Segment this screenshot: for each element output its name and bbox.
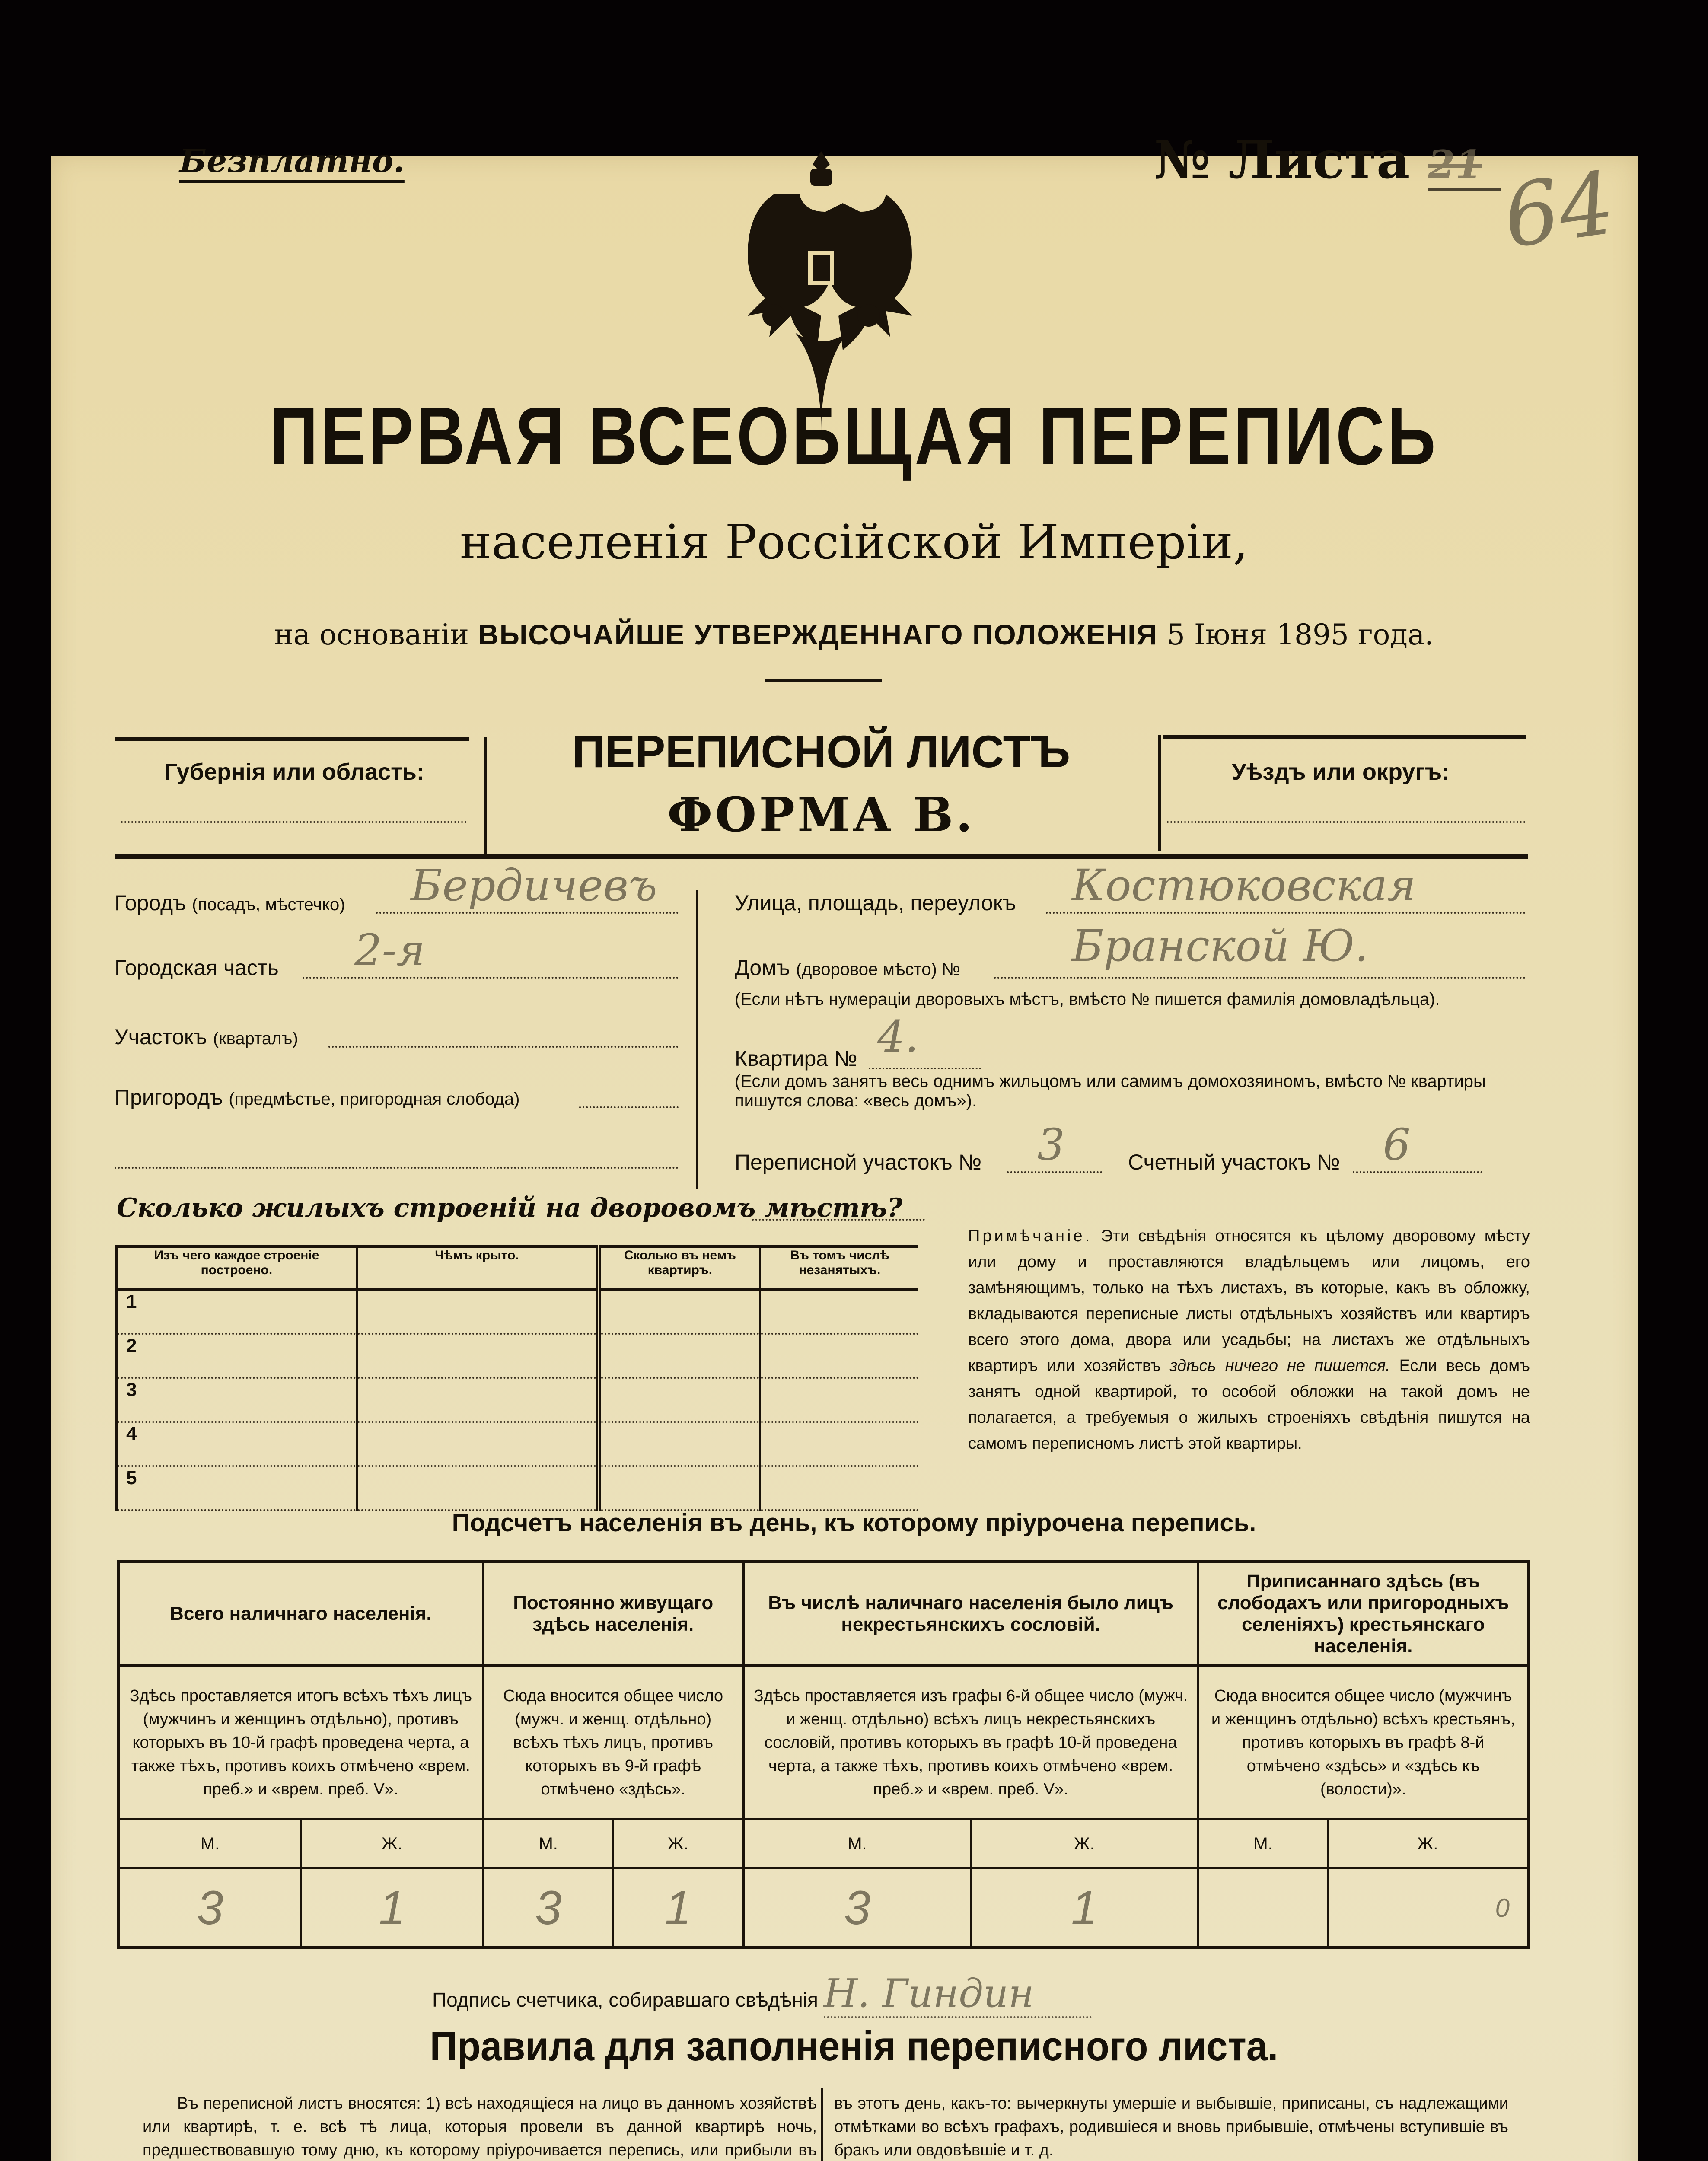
count-values-row: [118, 1868, 1529, 1948]
suburb-field[interactable]: [579, 1106, 679, 1108]
city-field[interactable]: [376, 912, 679, 914]
form-name: ФОРМА В.: [667, 787, 975, 842]
rules-paragraph: въ этотъ день, какъ-то: вычеркнуты умершіе и выбывшіе, приписаны, съ надлежащими отмѣтками во всѣхъ графахъ, родившіеся и вновь прибывшіе, отмѣчены вступившіе въ бракъ или овдовѣвшіе и т. д.: [834, 2094, 1508, 2159]
rule: [1163, 735, 1526, 739]
buildings-answer-field[interactable]: [752, 1219, 925, 1221]
peasant-male[interactable]: [1198, 1868, 1327, 1948]
sheet-number-value: 21: [1428, 142, 1501, 191]
apartments-cell[interactable]: [599, 1289, 760, 1334]
apartments-cell[interactable]: [599, 1378, 760, 1422]
total-present-male[interactable]: 3: [118, 1868, 302, 1948]
census-section-field[interactable]: [1007, 1171, 1102, 1173]
form-title: ПЕРЕПИСНОЙ ЛИСТЪ: [572, 727, 1071, 777]
street-value[interactable]: Костюковская: [1072, 860, 1416, 911]
sheet-number-label: № Листа: [1154, 130, 1410, 191]
remark-text: Эти свѣдѣнія относятся къ цѣлому дворовому мѣсту или дому и проставляются владѣльцемъ или лицомъ, его замѣняющимъ, только на тѣхъ листахъ, въ которые, какъ въ обложку, вкладываются переписные листы отдѣльныхъ хозяйствъ или квартиръ всего этого дома, двора или усадьбы; на листахъ же отдѣльныхъ квартиръ или хозяйствъ: [968, 1227, 1530, 1375]
apartment-field[interactable]: [869, 1068, 981, 1069]
apartment-value[interactable]: 4.: [877, 1011, 919, 1062]
vacant-cell[interactable]: [760, 1422, 918, 1466]
female-label: Ж.: [301, 1819, 483, 1868]
male-label: М.: [118, 1819, 302, 1868]
roof-cell[interactable]: [357, 1289, 599, 1334]
rule: [1158, 735, 1161, 851]
desc-non-peasant: Здѣсь проставляется изъ графы 6-й общее число (мужч. и женщ. отдѣльно) всѣхъ лицъ некрестьянскихъ сословій, противъ которыхъ въ графѣ 10-й проведена черта, а также тѣхъ, противъ коихъ отмѣчено «врем. преб.» и «врем. преб. V».: [743, 1666, 1198, 1820]
street-label: Улица, площадь, переулокъ: [735, 891, 1016, 915]
vacant-cell[interactable]: [760, 1334, 918, 1378]
enumerator-signature: [432, 1971, 1092, 2018]
permanent-male[interactable]: 3: [483, 1868, 613, 1948]
rule: [696, 890, 698, 1189]
table-row: [116, 1466, 919, 1510]
total-present-female[interactable]: 1: [301, 1868, 483, 1948]
roof-cell[interactable]: [357, 1334, 599, 1378]
rules-left-column: [143, 2092, 817, 2161]
count-headings: [118, 1562, 1529, 1666]
row-number[interactable]: 3: [116, 1378, 357, 1422]
desc-peasant: Сюда вносится общее число (мужчинъ и женщинъ отдѣльно) всѣхъ крестьянъ, противъ которыхъ въ графѣ 8-й отмѣчено «здѣсь» и «здѣсь къ (волости)».: [1198, 1666, 1528, 1820]
subtitle: населенія Россійской Имперіи,: [459, 514, 1249, 570]
desc-permanent: Сюда вносится общее число (мужч. и женщ. отдѣльно) всѣхъ тѣхъ лицъ, противъ которыхъ въ 9-й графѣ отмѣчено «здѣсь».: [483, 1666, 743, 1820]
archive-page-number: 64: [1498, 153, 1621, 268]
city-value[interactable]: Бердичевъ: [411, 860, 657, 911]
buildings-table: [115, 1245, 918, 1511]
precinct-label: Участокъ (кварталъ): [115, 1025, 298, 1049]
rules-paragraph: Въ переписной листъ вносятся: 1) всѣ находящіеся на лицо въ данномъ хозяйствѣ или квартирѣ, т. е. всѣ тѣ лица, которыя провели въ данной квартирѣ ночь, предшествовавшую тому дню, къ которому пріурочивается перепись, или прибыли въ: [143, 2094, 817, 2159]
table-row: [116, 1378, 919, 1422]
roof-cell[interactable]: [357, 1466, 599, 1510]
census-section-label: Переписной участокъ №: [735, 1150, 982, 1174]
sheet-number: [1154, 130, 1501, 191]
divider: [765, 679, 882, 682]
desc-total-present: Здѣсь проставляется итогъ всѣхъ тѣхъ лицъ (мужчинъ и женщинъ отдѣльно), противъ которыхъ въ 10-й графѣ проведена черта, а также тѣхъ, противъ коихъ отмѣчено «врем. преб.» и «врем. преб. V».: [118, 1666, 483, 1820]
house-value[interactable]: Бранской Ю.: [1072, 921, 1369, 971]
signature-label: Подпись счетчика, собиравшаго свѣдѣнія: [432, 1989, 818, 2011]
apartments-cell[interactable]: [599, 1466, 760, 1510]
row-number[interactable]: 2: [116, 1334, 357, 1378]
province-field[interactable]: [121, 821, 467, 823]
legal-basis: [0, 618, 1708, 651]
rules-right-column: [834, 2092, 1508, 2161]
apartments-cell[interactable]: [599, 1334, 760, 1378]
province-label: Губернія или область:: [164, 759, 424, 785]
apartment-note: (Если домъ занятъ весь однимъ жильцомъ или самимъ домохозяиномъ, вмѣсто № квартиры пишутся слова: «весь домъ»).: [735, 1072, 1486, 1110]
vacant-cell[interactable]: [760, 1378, 918, 1422]
sex-labels-row: [118, 1819, 1529, 1868]
male-label: М.: [483, 1819, 613, 1868]
heading-total-present: Всего наличнаго населенія.: [118, 1562, 483, 1666]
heading-permanent: Постоянно живущаго здѣсь населенія.: [483, 1562, 743, 1666]
row-number[interactable]: 1: [116, 1289, 357, 1334]
row-number[interactable]: 4: [116, 1422, 357, 1466]
col-roof: Чѣмъ крыто.: [357, 1246, 599, 1289]
remark-head: Примѣчаніе.: [968, 1227, 1093, 1245]
apartment-label: Квартира №: [735, 1046, 857, 1071]
count-section-field[interactable]: [1353, 1171, 1482, 1173]
heading-non-peasant: Въ числѣ наличнаго населенія было лицъ некрестьянскихъ сословій.: [743, 1562, 1198, 1666]
population-count-title: Подсчетъ населенія въ день, къ которому пріурочена перепись.: [452, 1509, 1256, 1537]
column-divider: [821, 2088, 823, 2161]
rule: [115, 737, 469, 741]
buildings-table-header: [116, 1246, 919, 1289]
census-section-value[interactable]: 3: [1037, 1119, 1065, 1170]
non-peasant-male[interactable]: 3: [743, 1868, 971, 1948]
district-field[interactable]: [1167, 821, 1526, 823]
vacant-cell[interactable]: [760, 1466, 918, 1510]
table-row: [116, 1334, 919, 1378]
col-apartments: Сколько въ немъ квартиръ.: [599, 1246, 760, 1289]
col-vacant: Въ томъ числѣ незанятыхъ.: [760, 1246, 918, 1289]
buildings-question: Сколько жилыхъ строеній на дворовомъ мѣстѣ?: [117, 1193, 902, 1223]
female-label: Ж.: [1328, 1819, 1529, 1868]
signature-field[interactable]: Н. Гиндин: [824, 1971, 1092, 2018]
male-label: М.: [743, 1819, 971, 1868]
city-label: Городъ (посадъ, мѣстечко): [115, 891, 345, 915]
roof-cell[interactable]: [357, 1378, 599, 1422]
table-row: [116, 1289, 919, 1334]
male-label: М.: [1198, 1819, 1327, 1868]
count-section-label: Счетный участокъ №: [1128, 1150, 1340, 1174]
roof-cell[interactable]: [357, 1422, 599, 1466]
vacant-cell[interactable]: [760, 1289, 918, 1334]
rule: [115, 854, 1528, 859]
city-part-value[interactable]: 2-я: [354, 925, 425, 975]
population-count-table: [117, 1560, 1530, 1949]
city-part-field[interactable]: [303, 977, 679, 979]
count-descriptions: [118, 1666, 1529, 1820]
count-section-value[interactable]: 6: [1383, 1119, 1411, 1170]
apartments-cell[interactable]: [599, 1422, 760, 1466]
non-peasant-female[interactable]: 1: [971, 1868, 1198, 1948]
house-note: (Если нѣтъ нумераціи дворовыхъ мѣстъ, вмѣсто № пишется фамилія домовладѣльца).: [735, 990, 1440, 1009]
remark-italic: здѣсь ничего не пишется.: [1169, 1357, 1390, 1375]
city-part-label: Городская часть: [115, 956, 279, 980]
rules-title: Правила для заполненія переписного листа.: [430, 2023, 1278, 2069]
permanent-female[interactable]: 1: [613, 1868, 743, 1948]
row-number[interactable]: 5: [116, 1466, 357, 1510]
table-row: [116, 1422, 919, 1466]
free-label: Безплатно.: [179, 143, 405, 180]
basis-date: 5 Іюня 1895 года.: [1166, 618, 1434, 651]
house-label: Домъ (дворовое мѣсто) №: [735, 956, 960, 980]
peasant-female[interactable]: 0: [1495, 1893, 1510, 1922]
remark-note: [968, 1223, 1530, 1457]
remark-text2: Если весь домъ занятъ одной квартирой, то особой обложки на такой домъ не полагается, а требуемыя о жилыхъ строеніяхъ свѣдѣнія пишутся на самомъ переписномъ листѣ этой квартиры.: [968, 1357, 1530, 1453]
col-material: Изъ чего каждое строеніе построено.: [116, 1246, 357, 1289]
suburb-field-line2[interactable]: [115, 1167, 679, 1169]
basis-prefix: на основаніи: [274, 618, 469, 651]
heading-peasant: Приписаннаго здѣсь (въ слободахъ или пригородныхъ селеніяхъ) крестьянскаго населенія.: [1198, 1562, 1528, 1666]
district-label: Уѣздъ или округъ:: [1232, 759, 1450, 785]
main-title: ПЕРВАЯ ВСЕОБЩАЯ ПЕРЕПИСЬ: [269, 390, 1439, 482]
suburb-label: Пригородъ (предмѣстье, пригородная слобода): [115, 1085, 520, 1109]
house-field[interactable]: [994, 977, 1526, 979]
female-label: Ж.: [613, 1819, 743, 1868]
basis-caps: ВЫСОЧАЙШЕ УТВЕРЖДЕННАГО ПОЛОЖЕНІЯ: [478, 618, 1158, 650]
female-label: Ж.: [971, 1819, 1198, 1868]
street-field[interactable]: [1046, 912, 1526, 914]
precinct-field[interactable]: [328, 1046, 679, 1048]
